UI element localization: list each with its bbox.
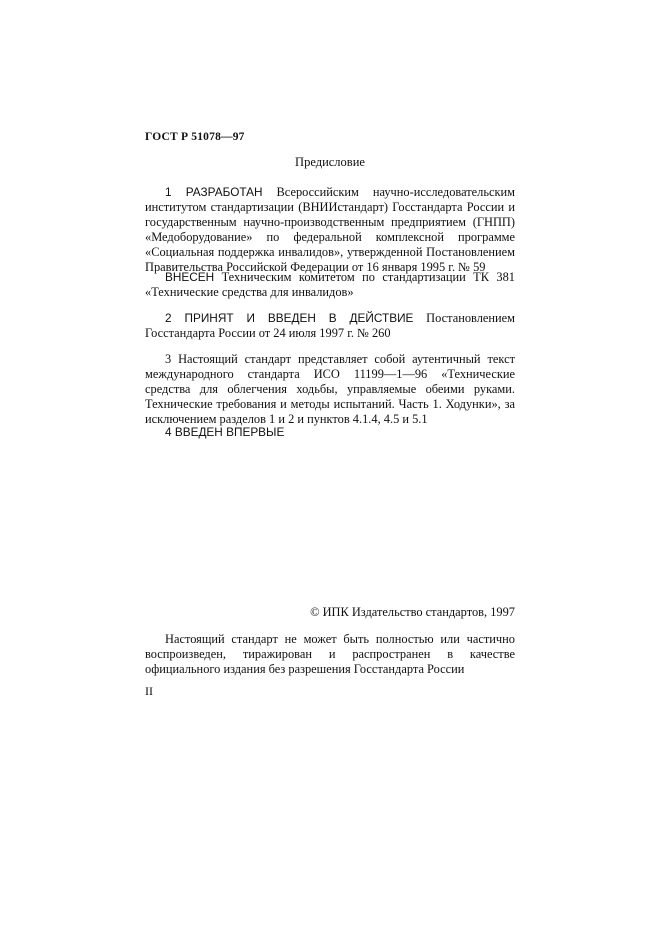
foreword-item-4 [145, 425, 515, 440]
item-text: Настоящий стандарт представляет собой аутентичный текст международного стандарта ИСО 11199—1—96 «Технические средства для облегчения ходьбы, управляемые обеими руками. Технические требования и методы испытаний. Часть 1. Ходунки», за исключением разделов 1 и 2 и пунктов 4.1.4, 4.5 и 5.1 [145, 352, 515, 426]
item-text: Техническим комитетом по стандартизации ТК 381 «Технические средства для инвалидов» [145, 270, 515, 299]
item-lead: ВНЕСЕН [165, 270, 215, 284]
item-text: Постановлением Госстандарта России от 24 июля 1997 г. № 260 [145, 311, 515, 340]
item-lead: 2 ПРИНЯТ И ВВЕДЕН В ДЕЙСТВИЕ [165, 311, 414, 325]
reproduction-notice: Настоящий стандарт не может быть полностью или частично воспроизведен, тиражирован и распространен в качестве официального издания без разрешения Госстандарта России [145, 632, 515, 676]
page-number: II [145, 684, 153, 698]
item-lead: 1 РАЗРАБОТАН [165, 185, 263, 199]
item-lead: 4 ВВЕДЕН ВПЕРВЫЕ [165, 425, 285, 439]
foreword-item-3 [145, 352, 515, 427]
foreword-item-2 [145, 311, 515, 341]
item-text: Всероссийским научно-исследовательским институтом стандартизации (ВНИИстандарт) Госстандарта России и государственным научно-производственным предприятием (ГНПП) «Медоборудование» по федеральной комплексной программе «Социальная поддержка инвалидов», утвержденной Постановлением Правительства Российской Федерации от 16 января 1995 г. № 59 [145, 185, 515, 274]
page-title: Предисловие [295, 155, 365, 169]
foreword-item-submitted [145, 270, 515, 300]
foreword-item-1 [145, 185, 515, 274]
document-code: ГОСТ Р 51078—97 [145, 131, 245, 143]
item-lead: 3 [165, 352, 172, 366]
copyright-line: © ИПК Издательство стандартов, 1997 [310, 605, 515, 619]
